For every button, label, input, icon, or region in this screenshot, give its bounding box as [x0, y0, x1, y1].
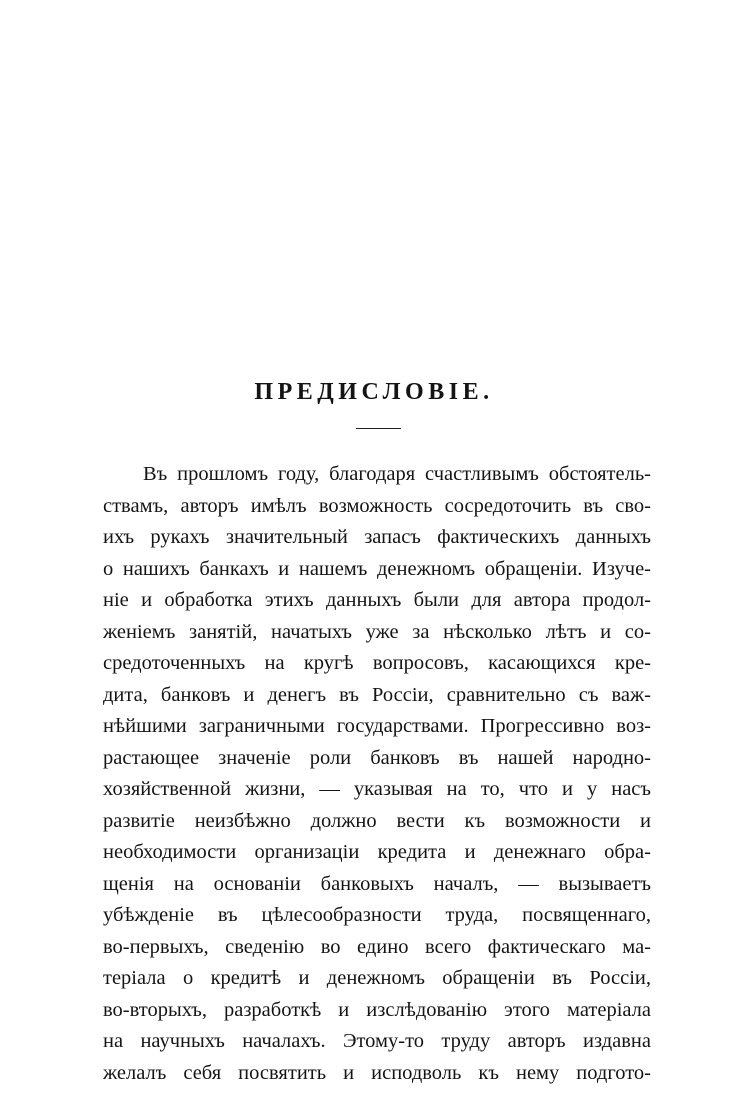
- title-divider: [356, 428, 401, 429]
- text-line: убѣжденіе въ цѣлесообразности труда, посвященнаго,: [103, 904, 651, 926]
- text-line: хозяйственной жизни, — указывая на то, что и у насъ: [103, 778, 651, 800]
- text-line: средоточенныхъ на кругѣ вопросовъ, касающихся кре-: [103, 652, 651, 674]
- page-title: ПРЕДИСЛОВІЕ.: [254, 379, 494, 405]
- text-line: дита, банковъ и денегъ въ Россіи, сравнительно съ важ-: [103, 683, 651, 706]
- text-line: теріала о кредитѣ и денежномъ обращеніи въ Россіи,: [103, 967, 651, 989]
- text-line: щенія на основаніи банковыхъ началъ, — вызываетъ: [103, 872, 651, 895]
- text-line: нѣйшими заграничными государствами. Прогрессивно воз-: [103, 715, 651, 737]
- text-line: развитіе неизбѣжно должно вести къ возможности и: [103, 809, 651, 832]
- text-line: во-вторыхъ, разработкѣ и изслѣдованію этого матеріала: [103, 998, 651, 1021]
- text-line: желалъ себя посвятить и исподволь къ нему подгото-: [103, 1061, 651, 1084]
- text-line: на научныхъ началахъ. Этому-то труду авторъ издавна: [103, 1030, 651, 1052]
- preface-paragraph: [103, 459, 651, 1089]
- text-line: женіемъ занятій, начатыхъ уже за нѣсколько лѣтъ и со-: [103, 620, 651, 643]
- text-line: Въ прошломъ году, благодаря счастливымъ обстоятель-: [143, 463, 651, 485]
- text-line: о нашихъ банкахъ и нашемъ денежномъ обращеніи. Изуче-: [103, 557, 651, 580]
- text-line: ствамъ, авторъ имѣлъ возможность сосредоточить въ сво-: [103, 494, 651, 517]
- text-line: ніе и обработка этихъ данныхъ были для автора продол-: [103, 589, 651, 611]
- text-line: ихъ рукахъ значительный запасъ фактическихъ данныхъ: [103, 526, 651, 548]
- text-line: растающее значеніе роли банковъ въ нашей народно-: [103, 746, 651, 769]
- text-line: необходимости организаціи кредита и денежнаго обра-: [103, 841, 651, 863]
- text-line: во-первыхъ, сведенію во едино всего фактическаго ма-: [103, 935, 651, 958]
